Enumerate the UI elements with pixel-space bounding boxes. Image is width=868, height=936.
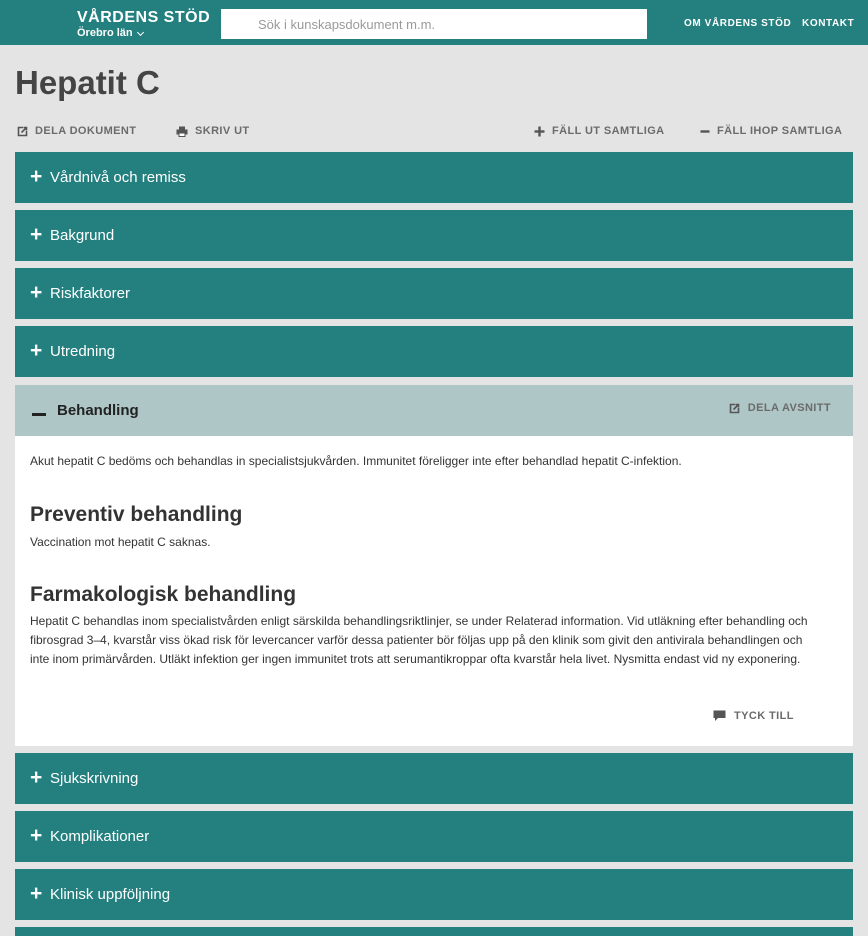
- section-label: Vårdnivå och remiss: [50, 169, 186, 186]
- section-label: Klinisk uppföljning: [50, 886, 171, 903]
- expand-all-label: FÄLL UT SAMTLIGA: [552, 125, 665, 137]
- feedback-button[interactable]: [713, 710, 794, 722]
- section-riskfaktorer[interactable]: [15, 268, 853, 319]
- brand-name[interactable]: VÅRDENS STÖD: [77, 9, 211, 26]
- section-bakgrund[interactable]: [15, 210, 853, 261]
- share-document-label: DELA DOKUMENT: [35, 125, 137, 137]
- intro-text: Akut hepatit C bedöms och behandlas in specialistsjukvården. Immunitet föreligger inte efter behandlad hepatit C-infektion.: [30, 454, 682, 468]
- plus-icon: +: [30, 881, 43, 905]
- pharma-text-line: Hepatit C behandlas inom specialistvården enligt särskilda behandlingsriktlinjer, se under Relaterad information. Vid utläkning efter behandling och: [30, 614, 808, 628]
- expand-all-button[interactable]: [534, 125, 665, 137]
- section-label: Komplikationer: [50, 828, 150, 845]
- pharma-text-line: fibrosgrad 3–4, kvarstår viss ökad risk för levercancer varför dessa patienter bör följas upp på den klinik som givit den antivirala behandlingen och: [30, 633, 803, 647]
- section-klinisk-uppfoljning[interactable]: [15, 869, 853, 920]
- section-label: Bakgrund: [50, 227, 115, 244]
- preventive-text: Vaccination mot hepatit C saknas.: [30, 535, 211, 549]
- print-button[interactable]: [176, 125, 250, 137]
- print-icon: [176, 126, 188, 137]
- brand[interactable]: [77, 9, 210, 40]
- nav-about[interactable]: OM VÅRDENS STÖD: [684, 18, 792, 29]
- section-vardniva[interactable]: [15, 152, 853, 203]
- print-label: SKRIV UT: [195, 125, 250, 137]
- search-input[interactable]: [221, 9, 647, 39]
- plus-icon: +: [30, 280, 43, 304]
- chevron-down-icon: [137, 28, 144, 35]
- plus-icon: +: [30, 765, 43, 789]
- nav-contact[interactable]: KONTAKT: [802, 18, 855, 29]
- share-section-button[interactable]: [729, 402, 831, 414]
- region-selector[interactable]: [77, 27, 210, 40]
- section-sjukskrivning[interactable]: [15, 753, 853, 804]
- plus-icon: [534, 126, 545, 137]
- region-label: Örebro län: [77, 27, 133, 39]
- pharma-text-line: inte inom primärvården. Utläkt infektion ger ingen immunitet trots att serumantikroppar ofta kvarstår hela livet. Nysmitta endast vid ny exponering.: [30, 652, 801, 666]
- section-next-partial[interactable]: [15, 927, 853, 936]
- top-bar: [0, 0, 868, 45]
- section-label: Sjukskrivning: [50, 770, 139, 787]
- section-utredning[interactable]: [15, 326, 853, 377]
- share-document-button[interactable]: [17, 125, 136, 137]
- section-content: [15, 436, 853, 746]
- plus-icon: +: [30, 222, 43, 246]
- share-icon: [17, 126, 28, 137]
- section-komplikationer[interactable]: [15, 811, 853, 862]
- section-label: Riskfaktorer: [50, 285, 131, 302]
- section-label: Behandling: [57, 402, 139, 419]
- share-icon: [729, 403, 740, 414]
- minus-icon: [700, 126, 710, 137]
- plus-icon: +: [30, 823, 43, 847]
- comment-icon: [713, 710, 726, 722]
- section-label: Utredning: [50, 343, 116, 360]
- preventive-heading: Preventiv behandling: [30, 503, 243, 526]
- plus-icon: +: [30, 338, 43, 362]
- collapse-all-button[interactable]: [700, 125, 842, 137]
- share-section-label: DELA AVSNITT: [747, 402, 831, 414]
- plus-icon: +: [30, 164, 43, 188]
- section-behandling[interactable]: [15, 385, 853, 436]
- feedback-label: TYCK TILL: [734, 710, 794, 722]
- minus-icon: [32, 413, 46, 416]
- pharma-heading: Farmakologisk behandling: [30, 583, 297, 606]
- page-title: Hepatit C: [15, 64, 160, 101]
- collapse-all-label: FÄLL IHOP SAMTLIGA: [717, 125, 843, 137]
